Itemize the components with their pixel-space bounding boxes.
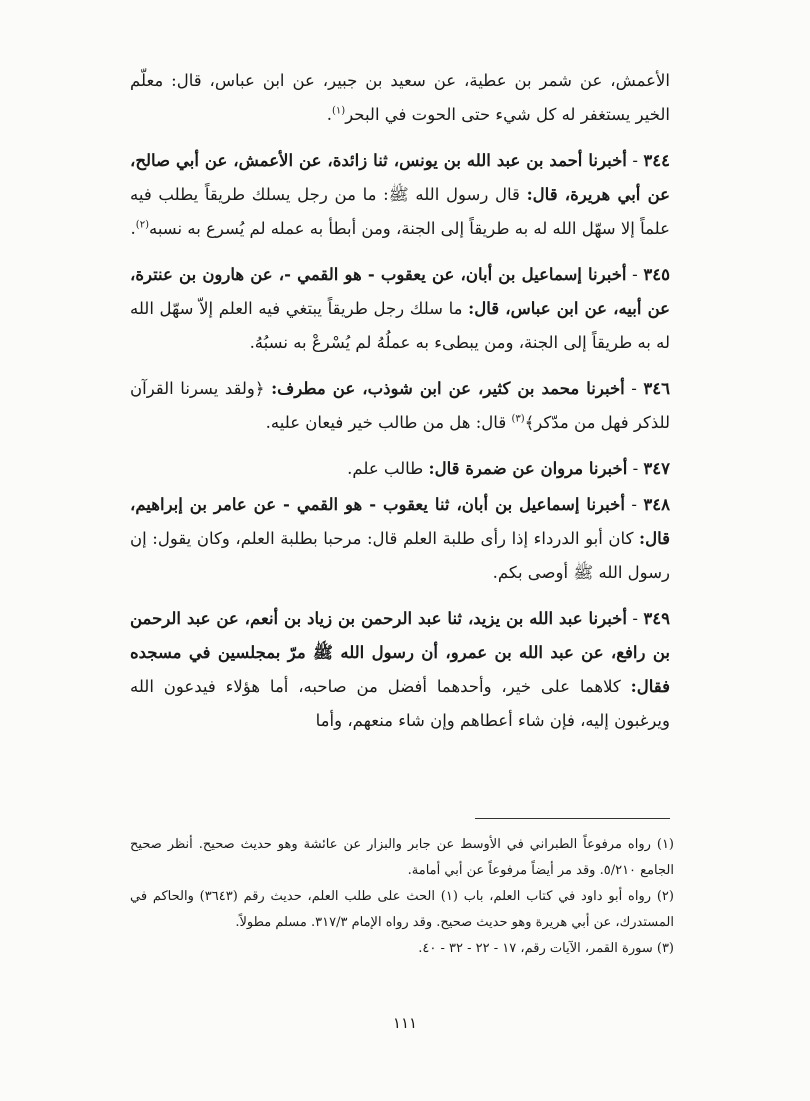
hadith-348: ٣٤٨ - أخبرنا إسماعيل بن أبان، ثنا يعقوب - هو القمي - عن عامر بن إبراهيم، قال: كان أبو الدرداء إذا رأى طلبة العلم قال: مرحبا بطلبة العلم، وكان يقول: إن رسول الله ﷺ أوصى بكم. (130, 495, 670, 582)
hadith-number: ٣٤٤ (643, 151, 670, 170)
footnote-label: (٢) (656, 889, 674, 904)
isnad: أخبرنا محمد بن كثير، عن ابن شوذب، عن مطرف: (271, 379, 625, 398)
isnad: أخبرنا إسماعيل بن أبان، ثنا يعقوب - هو القمي - عن عامر بن إبراهيم، قال: (130, 495, 670, 548)
isnad: أخبرنا عبد الله بن يزيد، ثنا عبد الرحمن بن زياد بن أنعم، عن عبد الرحمن بن رافع، عن عبد الله بن عمرو، أن رسول الله ﷺ مرّ بمجلسين في مسجده فقال: (130, 609, 670, 696)
matn: ﴿ولقد يسرنا القرآن للذكر فهل من مدّكر﴾ (130, 379, 670, 432)
hadith-345: ٣٤٥ - أخبرنا إسماعيل بن أبان، عن يعقوب - هو القمي -، عن هارون بن عنترة، عن أبيه، عن ابن عباس، قال: ما سلك رجل طريقاً يبتغي فيه العلم إلاّ سهّل الله له به طريقاً إلى الجنة، ومن يبطىء به عملُهُ لم يُسْرعْ به نسبُهُ. (130, 265, 670, 352)
hadith-number: ٣٤٩ (643, 609, 670, 628)
hadith-346: ٣٤٦ - أخبرنا محمد بن كثير، عن ابن شوذب، عن مطرف: ﴿ولقد يسرنا القرآن للذكر فهل من مدّكر﴾$^{(٣)}$ قال: هل من طالب خير فيعان عليه. (130, 379, 670, 432)
matn: قال رسول الله ﷺ: ما من رجل يسلك طريقاً يطلب فيه علماً إلا سهّل الله له به طريقاً إلى الجنة، ومن أبطأ به عمله لم يُسرع به نسبه (130, 185, 670, 238)
footnote-label: (١) (656, 837, 674, 852)
matn: كان أبو الدرداء إذا رأى طلبة العلم قال: مرحبا بطلبة العلم، وكان يقول: إن رسول الله ﷺ أوصى بكم. (130, 529, 670, 582)
matn: ما سلك رجل طريقاً يبتغي فيه العلم إلاّ سهّل الله له به طريقاً إلى الجنة، ومن يبطىء به عملُهُ لم يُسْرعْ به نسبُهُ. (130, 299, 670, 352)
matn: كلاهما على خير، وأحدهما أفضل من صاحبه، أما هؤلاء فيدعون الله ويرغبون إليه، فإن شاء أعطاهم وإن شاء منعهم، وأما (130, 677, 670, 730)
hadith-number: ٣٤٥ (643, 265, 670, 284)
paragraph-text: الأعمش، عن شمر بن عطية، عن سعيد بن جبير، عن ابن عباس، قال: معلّم الخير يستغفر له كل شيء حتى الحوت في البحر (130, 71, 670, 124)
hadith-number: ٣٤٦ (643, 379, 670, 398)
matn: طالب علم. (347, 459, 429, 478)
footnote-ref: (٢) (135, 219, 149, 231)
hadith-344: ٣٤٤ - أخبرنا أحمد بن عبد الله بن يونس، ثنا زائدة، عن الأعمش، عن أبي صالح، عن أبي هريرة، قال: قال رسول الله ﷺ: ما من رجل يسلك طريقاً يطلب فيه علماً إلا سهّل الله له به طريقاً إلى الجنة، ومن أبطأ به عمله لم يُسرع به نسبه$^{(٢)}$. (130, 151, 670, 238)
main-text (130, 64, 670, 750)
footnote-1 (130, 832, 674, 884)
hadith-349: ٣٤٩ - أخبرنا عبد الله بن يزيد، ثنا عبد الرحمن بن زياد بن أنعم، عن عبد الرحمن بن رافع، عن عبد الله بن عمرو، أن رسول الله ﷺ مرّ بمجلسين في مسجده فقال: كلاهما على خير، وأحدهما أفضل من صاحبه، أما هؤلاء فيدعون الله ويرغبون إليه، فإن شاء أعطاهم وإن شاء منعهم، وأما (130, 609, 670, 730)
isnad: أخبرنا أحمد بن عبد الله بن يونس، ثنا زائدة، عن الأعمش، عن أبي صالح، عن أبي هريرة، قال: (130, 151, 670, 204)
footnote-ref: (١) (332, 105, 346, 117)
isnad: أخبرنا مروان عن ضمرة قال: (428, 459, 628, 478)
footnote-text: رواه أبو داود في كتاب العلم، باب (١) الحث على طلب العلم، حديث رقم (٣٦٤٣) والحاكم في المستدرك، عن أبي هريرة وهو حديث صحيح. وقد رواه الإمام ٣١٧/٣. مسلم مطولاً. (130, 889, 674, 930)
footnote-label: (٣) (656, 941, 674, 956)
footnote-2 (130, 884, 674, 936)
footnote-3 (130, 936, 674, 962)
hadith-number: ٣٤٧ (643, 459, 670, 478)
footnote-text: سورة القمر، الآيات رقم، ١٧ - ٢٢ - ٣٢ - ٤٠. (418, 941, 653, 956)
footnote-text: رواه مرفوعاً الطبراني في الأوسط عن جابر والبزار عن عائشة وهو حديث صحيح. أنظر صحيح الجامع ٥/٢١٠. وقد مر أيضاً مرفوعاً عن أبي أمامة. (130, 837, 674, 878)
isnad: أخبرنا إسماعيل بن أبان، عن يعقوب - هو القمي -، عن هارون بن عنترة، عن أبيه، عن ابن عباس، قال: (130, 265, 670, 318)
footnotes (130, 832, 674, 962)
paragraph-continuation: الأعمش، عن شمر بن عطية، عن سعيد بن جبير، عن ابن عباس، قال: معلّم الخير يستغفر له كل شيء حتى الحوت في البحر$^{(١)}$. (130, 71, 670, 124)
hadith-347: ٣٤٧ - أخبرنا مروان عن ضمرة قال: طالب علم. (347, 459, 670, 478)
page-number: ١١١ (392, 1014, 418, 1032)
footnote-divider (475, 818, 670, 819)
footnote-ref: (٣) (511, 413, 525, 425)
hadith-number: ٣٤٨ (643, 495, 670, 514)
